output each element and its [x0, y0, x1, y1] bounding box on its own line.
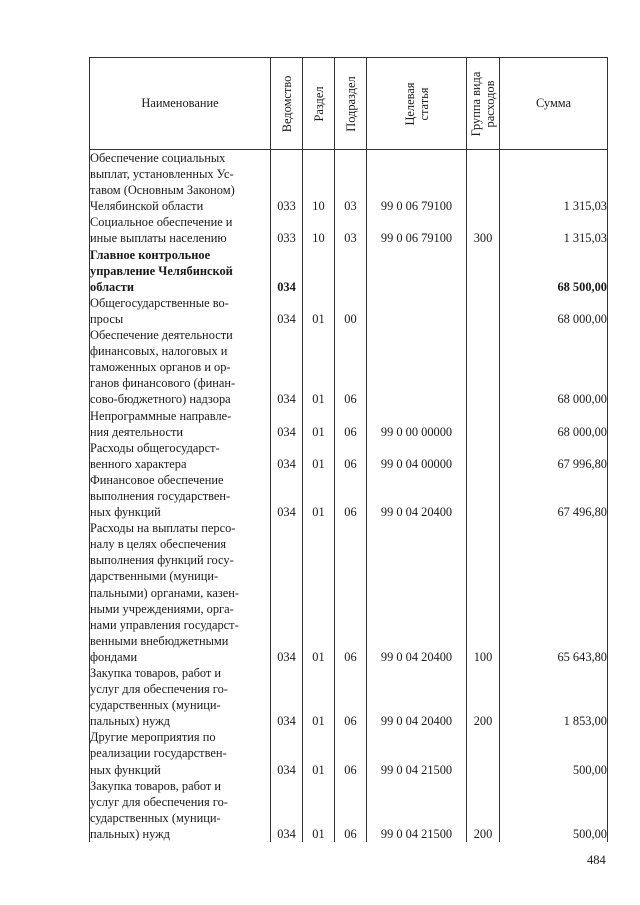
cell-department: 034 — [271, 729, 303, 777]
table-body — [90, 150, 608, 843]
cell-name-line: Непрограммные направле- — [90, 408, 232, 423]
cell-target-article — [367, 295, 467, 327]
cell-department: 034 — [271, 778, 303, 842]
cell-section: 01 — [303, 327, 335, 407]
cell-target-article: 99 0 04 20400 — [367, 665, 467, 729]
cell-name-line: пальными) органами, казен- — [90, 585, 239, 600]
cell-department: 034 — [271, 665, 303, 729]
cell-name-line: Финансовое обеспечение — [90, 472, 224, 487]
cell-expense-group: 200 — [467, 778, 500, 842]
cell-amount: 1 315,03 — [500, 214, 608, 246]
cell-subsection: 06 — [335, 440, 367, 472]
cell-amount: 1 853,00 — [500, 665, 608, 729]
cell-name — [90, 665, 271, 729]
table-row — [90, 440, 608, 472]
table-row — [90, 408, 608, 440]
cell-target-article: 99 0 04 20400 — [367, 520, 467, 665]
cell-name-line: венного характера — [90, 456, 187, 471]
cell-name — [90, 472, 271, 520]
cell-expense-group: 100 — [467, 520, 500, 665]
table-row — [90, 150, 608, 215]
cell-name-line: выполнения государствен- — [90, 488, 231, 503]
cell-name-line: финансовых, налоговых и — [90, 344, 228, 359]
table-row — [90, 295, 608, 327]
cell-name-line: Социальное обеспечение и — [90, 215, 233, 230]
cell-name-line: Другие мероприятия по — [90, 730, 216, 745]
header-amount: Сумма — [500, 58, 608, 150]
cell-name-line: управление Челябинской — [90, 263, 233, 278]
header-section-label: Раздел — [311, 85, 326, 122]
cell-expense-group — [467, 150, 500, 215]
cell-name-line: тавом (Основным Законом) — [90, 183, 235, 198]
cell-amount: 500,00 — [500, 778, 608, 842]
cell-subsection: 06 — [335, 472, 367, 520]
cell-section: 01 — [303, 520, 335, 665]
cell-name-line: ных функций — [90, 505, 161, 520]
cell-subsection — [335, 247, 367, 295]
header-target-article — [367, 58, 467, 150]
cell-name-line: сударственных (муници- — [90, 698, 221, 713]
cell-subsection: 06 — [335, 778, 367, 842]
cell-expense-group — [467, 408, 500, 440]
cell-name-line: налу в целях обеспечения — [90, 537, 227, 552]
cell-name-line: просы — [90, 311, 124, 326]
cell-name — [90, 408, 271, 440]
table-row — [90, 214, 608, 246]
table-row — [90, 247, 608, 295]
cell-name-line: ния деятельности — [90, 424, 183, 439]
cell-amount: 67 496,80 — [500, 472, 608, 520]
cell-target-article — [367, 327, 467, 407]
table-header-row — [90, 58, 608, 150]
cell-expense-group — [467, 247, 500, 295]
cell-expense-group — [467, 327, 500, 407]
cell-name-line: ных функций — [90, 762, 161, 777]
cell-name — [90, 729, 271, 777]
cell-department: 034 — [271, 247, 303, 295]
cell-section: 01 — [303, 440, 335, 472]
cell-expense-group — [467, 440, 500, 472]
cell-name-line: Обеспечение социальных — [90, 151, 226, 165]
cell-amount: 68 500,00 — [500, 247, 608, 295]
cell-name-line: иные выплаты населению — [90, 231, 227, 246]
cell-target-article: 99 0 04 21500 — [367, 778, 467, 842]
header-subsection-label: Подраздел — [343, 75, 358, 132]
cell-amount: 68 000,00 — [500, 327, 608, 407]
header-subsection — [335, 58, 367, 150]
cell-subsection: 06 — [335, 408, 367, 440]
cell-section: 01 — [303, 729, 335, 777]
cell-expense-group: 200 — [467, 665, 500, 729]
cell-expense-group — [467, 472, 500, 520]
cell-name-line: Челябинской области — [90, 199, 204, 214]
cell-name — [90, 214, 271, 246]
table-row — [90, 729, 608, 777]
cell-name — [90, 327, 271, 407]
cell-name-line: пальных) нужд — [90, 826, 170, 841]
cell-name-line: дарственными (муници- — [90, 569, 219, 584]
cell-department: 034 — [271, 472, 303, 520]
cell-department: 034 — [271, 520, 303, 665]
cell-section: 10 — [303, 150, 335, 215]
header-target-article-label: Целевая статья — [402, 81, 431, 126]
header-name: Наименование — [90, 58, 271, 150]
cell-subsection: 06 — [335, 520, 367, 665]
cell-department: 034 — [271, 295, 303, 327]
cell-name-line: ганов финансового (финан- — [90, 376, 236, 391]
header-expense-group — [467, 58, 500, 150]
cell-subsection: 03 — [335, 214, 367, 246]
cell-name-line: пальных) нужд — [90, 714, 170, 729]
table-row — [90, 520, 608, 665]
cell-section — [303, 247, 335, 295]
cell-target-article: 99 0 04 20400 — [367, 472, 467, 520]
cell-name-line: Закупка товаров, работ и — [90, 666, 222, 680]
cell-department: 033 — [271, 214, 303, 246]
cell-expense-group — [467, 729, 500, 777]
cell-subsection: 06 — [335, 665, 367, 729]
header-department — [271, 58, 303, 150]
cell-expense-group: 300 — [467, 214, 500, 246]
cell-section: 01 — [303, 408, 335, 440]
cell-department: 034 — [271, 327, 303, 407]
cell-section: 01 — [303, 472, 335, 520]
cell-name-line: Расходы общегосударст- — [90, 440, 220, 455]
header-department-label: Ведомство — [279, 75, 294, 132]
cell-department: 034 — [271, 440, 303, 472]
cell-name — [90, 520, 271, 665]
cell-name-line: Общегосударственные во- — [90, 295, 229, 310]
cell-section: 01 — [303, 665, 335, 729]
cell-name-line: Обеспечение деятельности — [90, 328, 233, 343]
cell-target-article: 99 0 04 00000 — [367, 440, 467, 472]
cell-name-line: выполнения функций госу- — [90, 553, 234, 568]
cell-name-line: фондами — [90, 649, 138, 664]
cell-target-article — [367, 247, 467, 295]
cell-name-line: нами управления государст- — [90, 617, 239, 632]
cell-name-line: сударственных (муници- — [90, 810, 221, 825]
cell-section: 01 — [303, 295, 335, 327]
cell-subsection: 00 — [335, 295, 367, 327]
cell-amount: 68 000,00 — [500, 295, 608, 327]
cell-name — [90, 778, 271, 842]
cell-name — [90, 247, 271, 295]
cell-amount: 67 996,80 — [500, 440, 608, 472]
cell-name-line: таможенных органов и ор- — [90, 360, 231, 375]
cell-target-article: 99 0 06 79100 — [367, 214, 467, 246]
cell-name-line: реализации государствен- — [90, 746, 227, 761]
table-row — [90, 327, 608, 407]
cell-name-line: выплат, установленных Ус- — [90, 167, 234, 182]
cell-amount: 68 000,00 — [500, 408, 608, 440]
table-row — [90, 778, 608, 842]
table-row — [90, 665, 608, 729]
cell-name-line: ными учреждениями, орга- — [90, 601, 234, 616]
cell-name-line: Закупка товаров, работ и — [90, 778, 222, 793]
cell-name-line: сово-бюджетного) надзора — [90, 392, 231, 407]
cell-name-line: венными внебюджетными — [90, 633, 229, 648]
budget-table — [89, 57, 608, 842]
table-row — [90, 472, 608, 520]
cell-target-article: 99 0 06 79100 — [367, 150, 467, 215]
cell-name — [90, 295, 271, 327]
cell-amount: 65 643,80 — [500, 520, 608, 665]
page-number: 484 — [587, 853, 606, 867]
cell-name-line: услуг для обеспечения го- — [90, 682, 228, 697]
header-expense-group-label: Группа вида расходов — [469, 71, 497, 136]
cell-department: 033 — [271, 150, 303, 215]
cell-amount: 500,00 — [500, 729, 608, 777]
cell-target-article: 99 0 00 00000 — [367, 408, 467, 440]
cell-target-article: 99 0 04 21500 — [367, 729, 467, 777]
cell-amount: 1 315,03 — [500, 150, 608, 215]
cell-section: 10 — [303, 214, 335, 246]
cell-subsection: 03 — [335, 150, 367, 215]
header-section — [303, 58, 335, 150]
cell-name-line: услуг для обеспечения го- — [90, 794, 228, 809]
cell-expense-group — [467, 295, 500, 327]
cell-name — [90, 150, 271, 215]
cell-name — [90, 440, 271, 472]
cell-name-line: области — [90, 279, 134, 294]
cell-subsection: 06 — [335, 327, 367, 407]
cell-name-line: Расходы на выплаты персо- — [90, 521, 236, 536]
cell-section: 01 — [303, 778, 335, 842]
cell-department: 034 — [271, 408, 303, 440]
cell-subsection: 06 — [335, 729, 367, 777]
cell-name-line: Главное контрольное — [90, 247, 211, 262]
